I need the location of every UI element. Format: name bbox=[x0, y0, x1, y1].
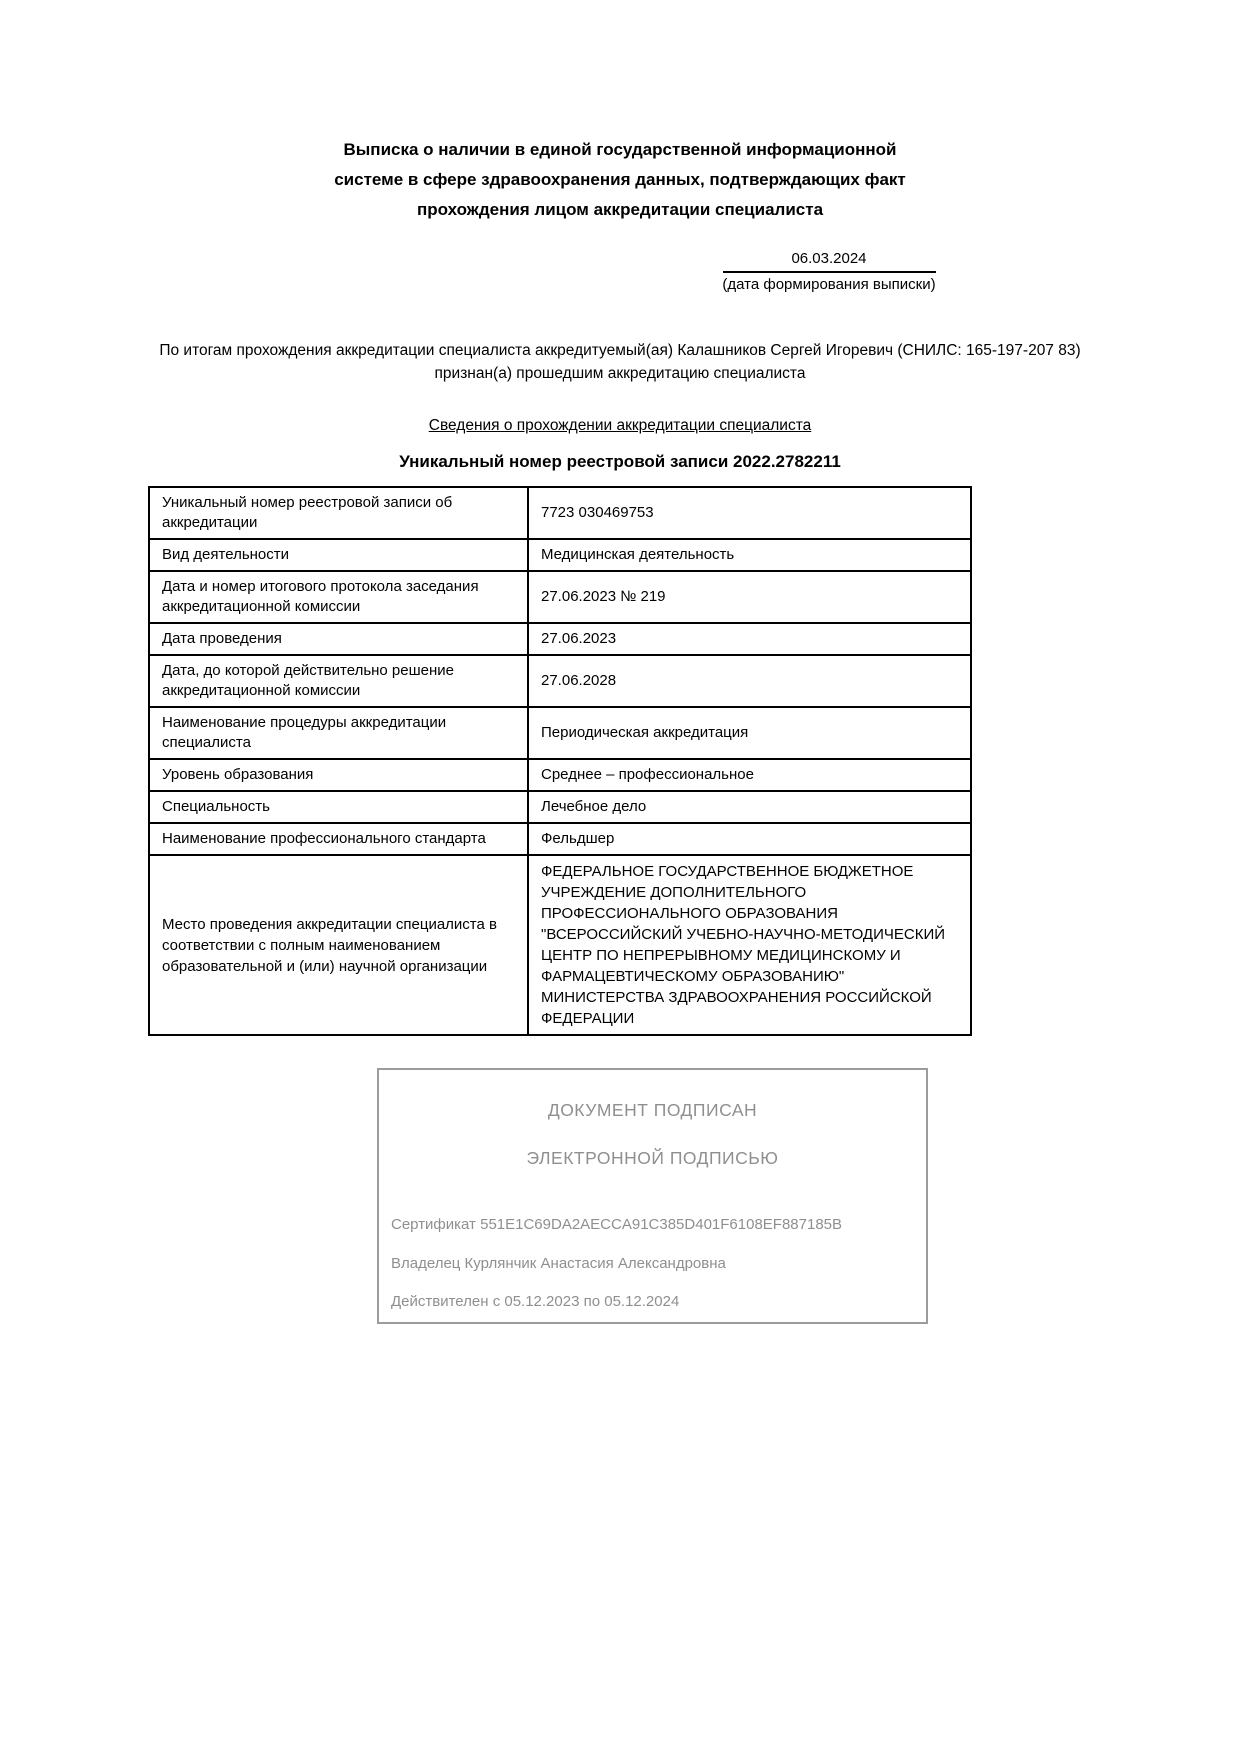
page-title-line: системе в сфере здравоохранения данных, подтверждающих факт bbox=[334, 170, 906, 189]
page-title-line: Выписка о наличии в единой государственной информационной bbox=[343, 140, 897, 159]
row-value: 7723 030469753 bbox=[528, 487, 971, 539]
row-value: 27.06.2023 bbox=[528, 623, 971, 655]
row-label: Вид деятельности bbox=[149, 539, 528, 571]
accreditation-table bbox=[148, 486, 972, 1036]
row-label: Дата проведения bbox=[149, 623, 528, 655]
row-label: Дата, до которой действительно решение аккредитационной комиссии bbox=[149, 655, 528, 707]
signature-certificate: Сертификат 551E1C69DA2AECCA91C385D401F6108EF887185B bbox=[391, 1216, 843, 1233]
row-value: 27.06.2023 № 219 bbox=[528, 571, 971, 623]
signature-title-line-1: ДОКУМЕНТ ПОДПИСАН bbox=[547, 1100, 758, 1120]
table-row bbox=[149, 823, 971, 855]
intro-line: признан(а) прошедшим аккредитацию специалиста bbox=[434, 365, 806, 382]
row-value: ФЕДЕРАЛЬНОЕ ГОСУДАРСТВЕННОЕ БЮДЖЕТНОЕ УЧРЕЖДЕНИЕ ДОПОЛНИТЕЛЬНОГО ПРОФЕССИОНАЛЬНОГО ОБРАЗОВАНИЯ "ВСЕРОССИЙСКИЙ УЧЕБНО-НАУЧНО-МЕТОДИЧЕСКИЙ ЦЕНТР ПО НЕПРЕРЫВНОМУ МЕДИЦИНСКОМУ И ФАРМАЦЕВТИЧЕСКОМУ ОБРАЗОВАНИЮ" МИНИСТЕРСТВА ЗДРАВООХРАНЕНИЯ РОССИЙСКОЙ ФЕДЕРАЦИИ bbox=[528, 855, 971, 1035]
row-value: Медицинская деятельность bbox=[528, 539, 971, 571]
table-row bbox=[149, 759, 971, 791]
table-row bbox=[149, 707, 971, 759]
section-heading: Сведения о прохождении аккредитации специалиста bbox=[428, 417, 812, 434]
table-row bbox=[149, 623, 971, 655]
intro-paragraph bbox=[90, 339, 1150, 385]
page-title-line: прохождения лицом аккредитации специалиста bbox=[416, 200, 824, 219]
table-row bbox=[149, 487, 971, 539]
table-row bbox=[149, 791, 971, 823]
digital-signature-stamp bbox=[377, 1068, 928, 1324]
formation-date-value: 06.03.2024 bbox=[723, 249, 936, 273]
intro-line: По итогам прохождения аккредитации специалиста аккредитуемый(ая) Калашников Сергей Игоревич (СНИЛС: 165-197-207 83) bbox=[159, 342, 1081, 359]
registry-number-heading: Уникальный номер реестровой записи 2022.2782211 bbox=[399, 452, 841, 471]
signature-validity: Действителен с 05.12.2023 по 05.12.2024 bbox=[391, 1293, 680, 1310]
table-row bbox=[149, 855, 971, 1035]
table-row bbox=[149, 571, 971, 623]
row-label: Уникальный номер реестровой записи об аккредитации bbox=[149, 487, 528, 539]
row-label: Наименование процедуры аккредитации специалиста bbox=[149, 707, 528, 759]
row-label: Место проведения аккредитации специалиста в соответствии с полным наименованием образовательной и (или) научной организации bbox=[149, 855, 528, 1035]
row-label: Уровень образования bbox=[149, 759, 528, 791]
row-value: Лечебное дело bbox=[528, 791, 971, 823]
row-label: Наименование профессионального стандарта bbox=[149, 823, 528, 855]
table-row bbox=[149, 655, 971, 707]
formation-date-caption: (дата формирования выписки) bbox=[722, 276, 936, 293]
row-value: Фельдшер bbox=[528, 823, 971, 855]
signature-owner: Владелец Курлянчик Анастасия Александровна bbox=[391, 1255, 726, 1272]
formation-date-block bbox=[713, 249, 945, 295]
row-label: Специальность bbox=[149, 791, 528, 823]
signature-title-line-2: ЭЛЕКТРОННОЙ ПОДПИСЬЮ bbox=[526, 1148, 779, 1168]
row-value: Периодическая аккредитация bbox=[528, 707, 971, 759]
row-label: Дата и номер итогового протокола заседания аккредитационной комиссии bbox=[149, 571, 528, 623]
row-value: 27.06.2028 bbox=[528, 655, 971, 707]
row-value: Среднее – профессиональное bbox=[528, 759, 971, 791]
page-title bbox=[300, 135, 940, 225]
table-row bbox=[149, 539, 971, 571]
